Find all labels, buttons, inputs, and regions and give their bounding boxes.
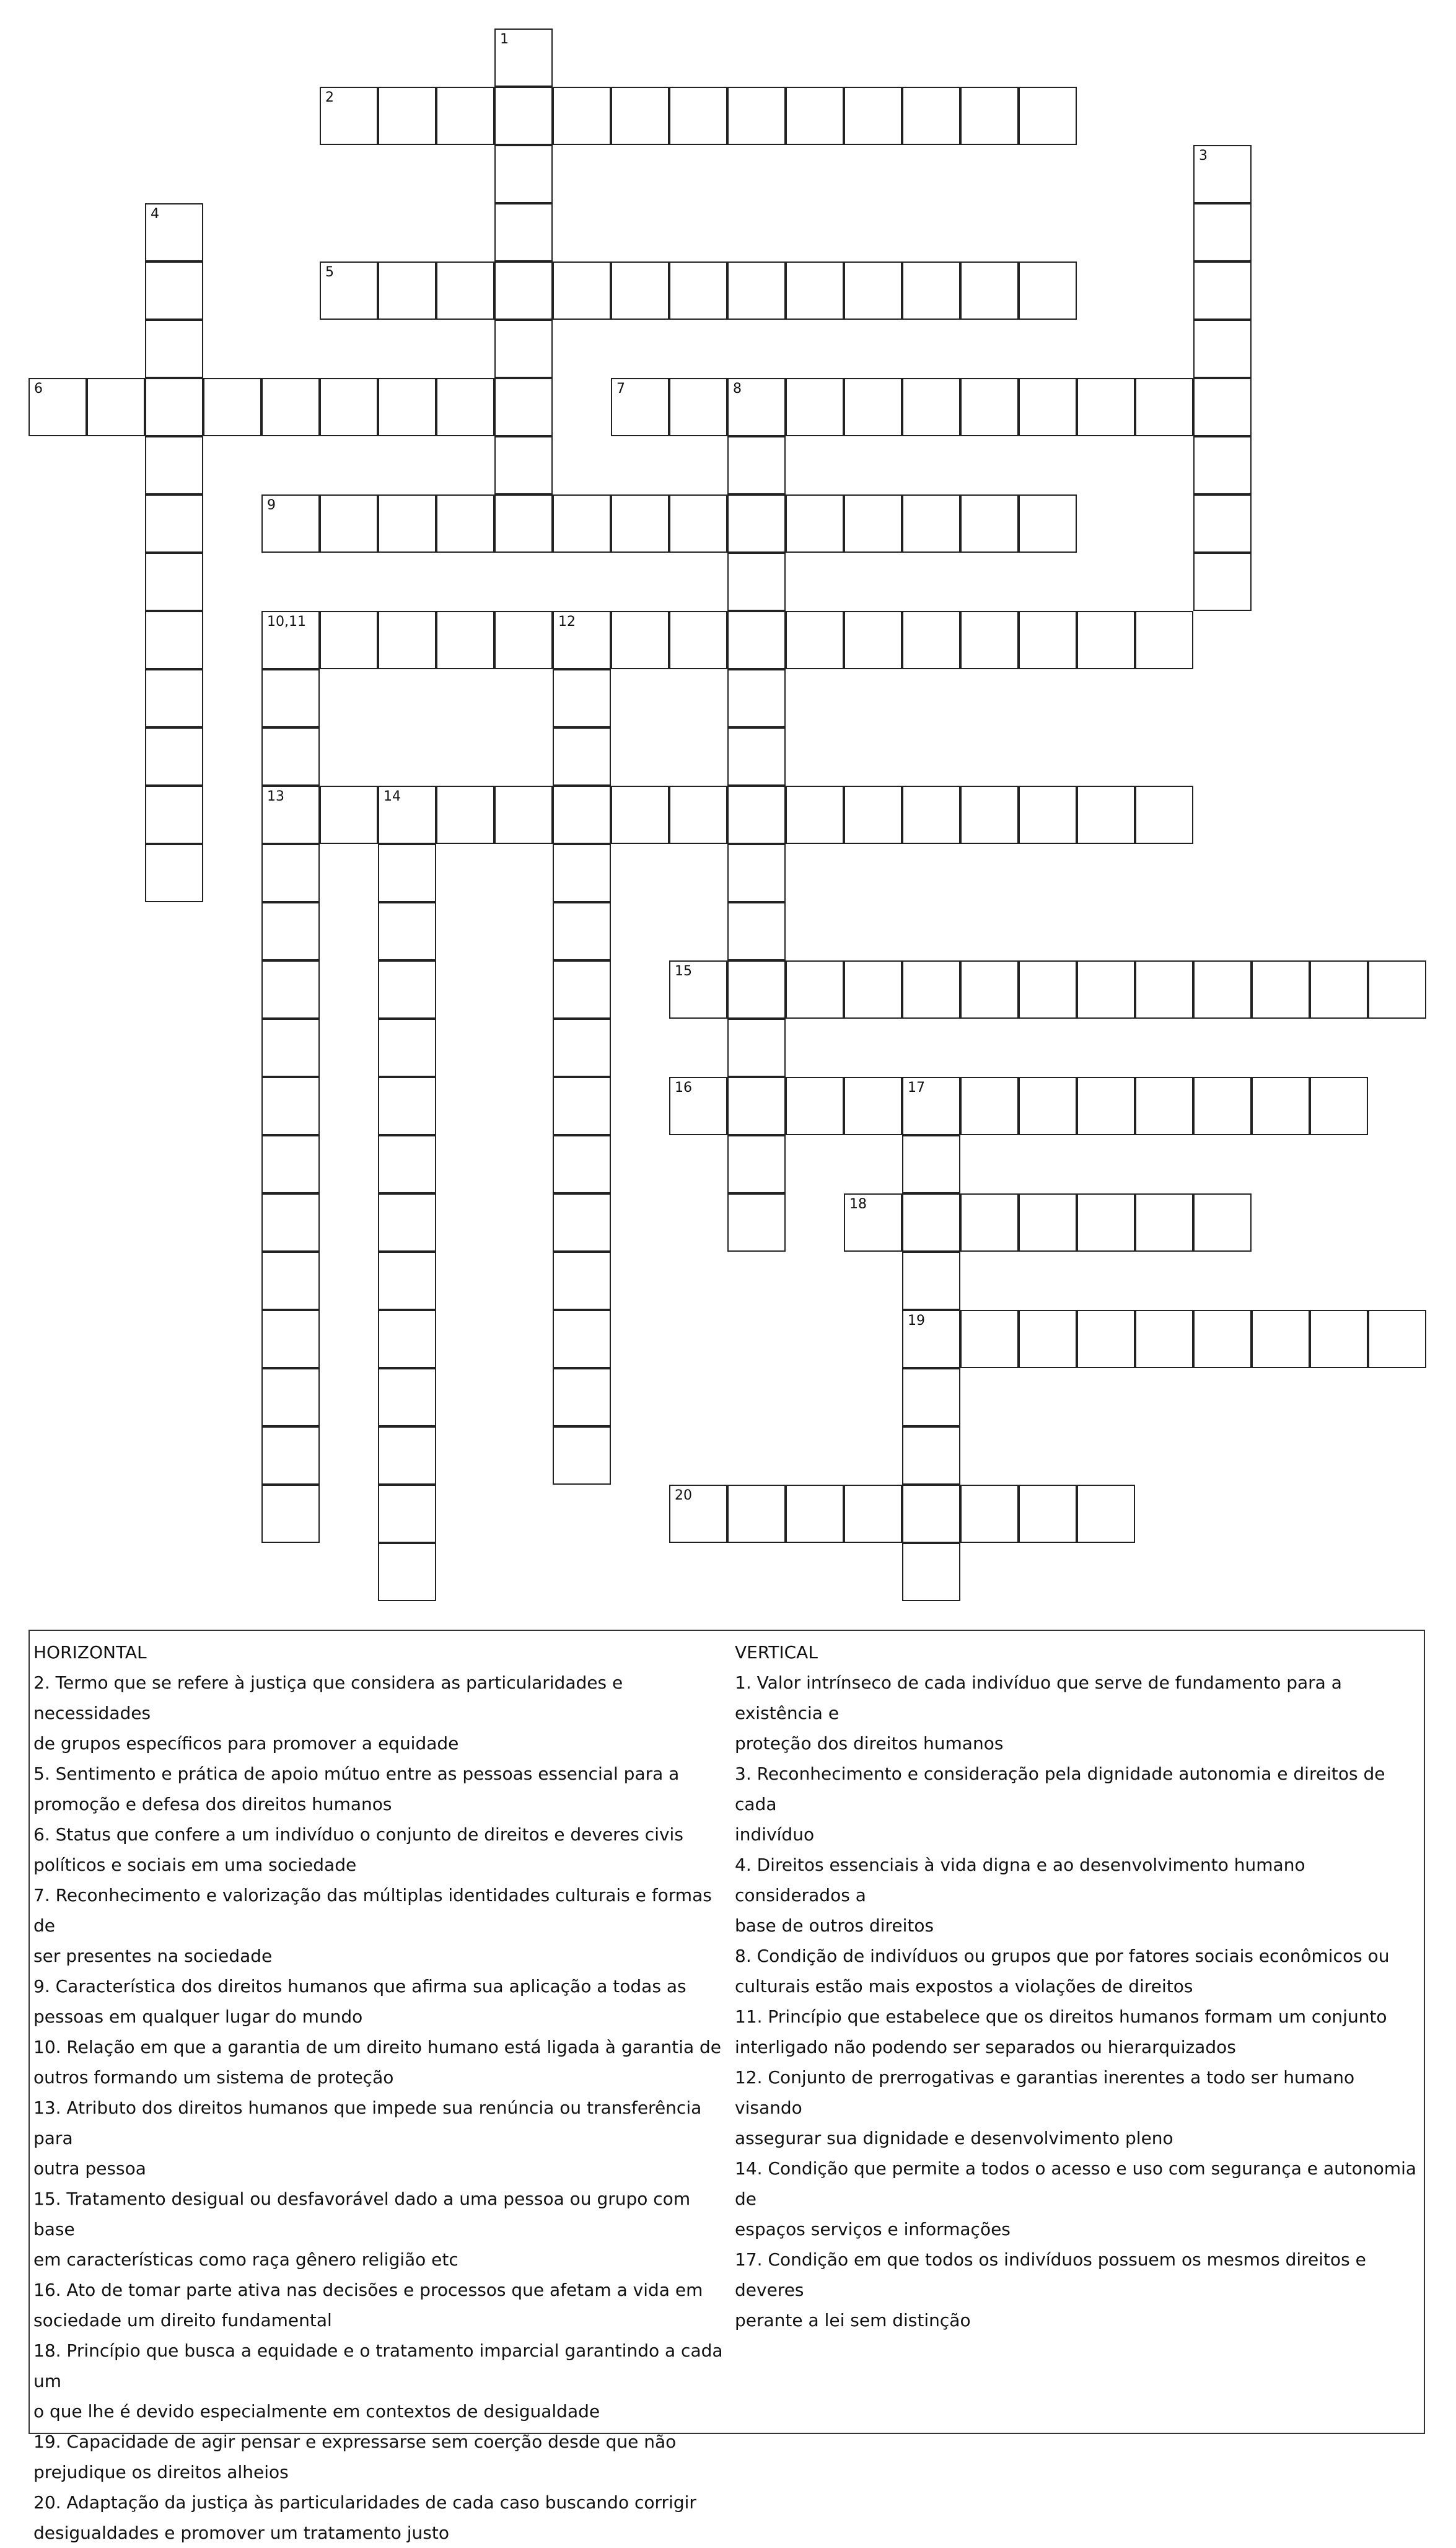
grid-cell[interactable] [261,786,320,844]
grid-cell[interactable] [261,1252,320,1310]
grid-cell[interactable] [902,494,960,553]
clue-14: 14. Condição que permite a todos o acesso e uso com segurança e autonomia de espaços serviços e informações [735,2158,1417,2239]
grid-cell[interactable] [494,145,553,203]
grid-cell[interactable] [902,1252,960,1310]
grid-cell[interactable] [960,87,1019,145]
clue-number: 12 [558,614,576,630]
grid-cell[interactable] [378,494,436,553]
clue-9: 9. Característica dos direitos humanos que afirma sua aplicação a todas as pessoas em qualquer lugar do mundo [33,1976,686,2027]
grid-cell[interactable] [378,1077,436,1135]
grid-cell[interactable] [727,902,786,960]
grid-cell[interactable] [669,87,727,145]
vertical-heading: VERTICAL [735,1642,818,1663]
grid-cell[interactable] [1193,1193,1252,1252]
grid-cell[interactable] [844,1485,902,1543]
grid-cell[interactable] [960,1485,1019,1543]
grid-cell[interactable] [902,378,960,436]
grid-cell[interactable] [145,320,203,378]
clue-number: 6 [34,381,43,397]
grid-cell[interactable] [1310,1310,1368,1368]
grid-cell[interactable] [1019,1310,1077,1368]
grid-cell[interactable] [320,611,378,669]
grid-cell[interactable] [378,844,436,902]
grid-cell[interactable] [145,786,203,844]
grid-cell[interactable] [145,553,203,611]
grid-cell[interactable] [902,611,960,669]
grid-cell[interactable] [960,1077,1019,1135]
grid-cell[interactable] [727,87,786,145]
clue-7: 7. Reconhecimento e valorização das múltiplas identidades culturais e formas de ser presentes na sociedade [33,1885,712,1966]
grid-cell[interactable] [727,1135,786,1193]
clue-number: 20 [675,1488,692,1503]
grid-cell[interactable] [145,494,203,553]
horizontal-clues [33,1637,727,2548]
grid-cell[interactable] [727,669,786,727]
grid-cell[interactable] [786,1077,844,1135]
grid-cell[interactable] [378,1426,436,1485]
grid-cell[interactable] [1193,145,1252,203]
grid-cell[interactable] [960,960,1019,1019]
grid-cell[interactable] [1193,1077,1252,1135]
grid-cell[interactable] [320,786,378,844]
grid-cell[interactable] [727,494,786,553]
grid-cell[interactable] [553,1135,611,1193]
grid-cell[interactable] [1193,261,1252,320]
grid-cell[interactable] [727,1077,786,1135]
grid-cell[interactable] [1077,1193,1135,1252]
grid-cell[interactable] [1019,1485,1077,1543]
grid-cell[interactable] [844,261,902,320]
grid-cell[interactable] [553,611,611,669]
clue-3: 3. Reconhecimento e consideração pela dignidade autonomia e direitos de cada indivíduo [735,1764,1385,1845]
grid-cell[interactable] [1368,960,1426,1019]
grid-cell[interactable] [378,1135,436,1193]
clue-8: 8. Condição de indivíduos ou grupos que por fatores sociais econômicos ou culturais estão mais expostos a violações de direitos [735,1946,1390,1997]
grid-cell[interactable] [1135,1193,1193,1252]
grid-cell[interactable] [611,261,669,320]
grid-cell[interactable] [960,786,1019,844]
grid-cell[interactable] [611,611,669,669]
clue-17: 17. Condição em que todos os indivíduos possuem os mesmos direitos e deveres perante a lei sem distinção [735,2249,1366,2331]
grid-cell[interactable] [320,378,378,436]
grid-cell[interactable] [553,786,611,844]
grid-cell[interactable] [727,727,786,786]
grid-cell[interactable] [727,611,786,669]
clue-number: 14 [384,789,401,804]
grid-cell[interactable] [145,378,203,436]
grid-cell[interactable] [1019,611,1077,669]
horizontal-heading: HORIZONTAL [33,1642,147,1663]
grid-cell[interactable] [960,1193,1019,1252]
grid-cell[interactable] [960,1310,1019,1368]
grid-cell[interactable] [553,844,611,902]
grid-cell[interactable] [145,203,203,261]
grid-cell[interactable] [145,844,203,902]
clue-11: 11. Princípio que estabelece que os direitos humanos formam um conjunto interligado não podendo ser separados ou hierarquizados [735,2006,1387,2057]
grid-cell[interactable] [494,261,553,320]
grid-cell[interactable] [436,786,494,844]
grid-cell[interactable] [436,494,494,553]
grid-cell[interactable] [494,494,553,553]
grid-cell[interactable] [436,87,494,145]
grid-cell[interactable] [378,1193,436,1252]
grid-cell[interactable] [1193,378,1252,436]
grid-cell[interactable] [553,902,611,960]
grid-cell[interactable] [1077,611,1135,669]
grid-cell[interactable] [1077,378,1135,436]
grid-cell[interactable] [1252,1077,1310,1135]
grid-cell[interactable] [378,1252,436,1310]
grid-cell[interactable] [1310,960,1368,1019]
grid-cell[interactable] [320,494,378,553]
grid-cell[interactable] [844,786,902,844]
grid-cell[interactable] [1368,1310,1426,1368]
clue-number: 10,11 [267,614,306,630]
grid-cell[interactable] [494,378,553,436]
clue-number: 17 [908,1080,925,1096]
grid-cell[interactable] [727,378,786,436]
grid-cell[interactable] [436,261,494,320]
grid-cell[interactable] [261,611,320,669]
grid-cell[interactable] [553,1019,611,1077]
grid-cell[interactable] [727,960,786,1019]
clue-number: 9 [267,498,276,513]
clue-number: 18 [849,1197,867,1212]
grid-cell[interactable] [1077,1485,1135,1543]
clue-number: 4 [151,206,159,222]
grid-cell[interactable] [378,1310,436,1368]
grid-cell[interactable] [727,261,786,320]
grid-cell[interactable] [1077,786,1135,844]
grid-cell[interactable] [1252,960,1310,1019]
grid-cell[interactable] [553,1193,611,1252]
grid-cell[interactable] [145,261,203,320]
grid-cell[interactable] [261,727,320,786]
grid-cell[interactable] [669,378,727,436]
grid-cell[interactable] [553,261,611,320]
grid-cell[interactable] [553,494,611,553]
grid-cell[interactable] [902,1135,960,1193]
grid-cell[interactable] [902,1485,960,1543]
grid-cell[interactable] [1193,203,1252,261]
grid-cell[interactable] [436,378,494,436]
grid-cell[interactable] [494,436,553,494]
grid-cell[interactable] [1135,960,1193,1019]
grid-cell[interactable] [727,786,786,844]
grid-cell[interactable] [553,727,611,786]
grid-cell[interactable] [378,1485,436,1543]
grid-cell[interactable] [378,87,436,145]
grid-cell[interactable] [261,669,320,727]
grid-cell[interactable] [1019,1077,1077,1135]
grid-cell[interactable] [553,1426,611,1485]
grid-cell[interactable] [320,261,378,320]
grid-cell[interactable] [494,29,553,87]
grid-cell[interactable] [786,87,844,145]
grid-cell[interactable] [378,1368,436,1426]
grid-cell[interactable] [844,1077,902,1135]
grid-cell[interactable] [960,494,1019,553]
clue-18: 18. Princípio que busca a equidade e o tratamento imparcial garantindo a cada um o que lhe é devido especialmente em contextos de desigualdade [33,2340,723,2422]
grid-cell[interactable] [727,436,786,494]
clue-number: 15 [675,964,692,979]
vertical-clues [735,1637,1419,2335]
grid-cell[interactable] [378,1019,436,1077]
grid-cell[interactable] [553,960,611,1019]
grid-cell[interactable] [902,1193,960,1252]
clues-box [29,1630,1425,2543]
grid-cell[interactable] [727,1019,786,1077]
grid-cell[interactable] [844,378,902,436]
clue-2: 2. Termo que se refere à justiça que considera as particularidades e necessidades de grupos específicos para promover a equidade [33,1672,623,1754]
clue-1: 1. Valor intrínseco de cada indivíduo que serve de fundamento para a existência e proteção dos direitos humanos [735,1672,1342,1754]
clue-number: 13 [267,789,284,804]
grid-cell[interactable] [494,611,553,669]
grid-cell[interactable] [1019,261,1077,320]
grid-cell[interactable] [786,378,844,436]
grid-cell[interactable] [786,611,844,669]
clue-number: 2 [325,90,334,105]
grid-cell[interactable] [87,378,145,436]
grid-cell[interactable] [436,611,494,669]
grid-cell[interactable] [611,494,669,553]
grid-cell[interactable] [902,960,960,1019]
grid-cell[interactable] [145,669,203,727]
grid-cell[interactable] [960,261,1019,320]
grid-cell[interactable] [494,786,553,844]
grid-cell[interactable] [203,378,261,436]
grid-cell[interactable] [786,494,844,553]
grid-cell[interactable] [261,960,320,1019]
grid-cell[interactable] [1135,786,1193,844]
grid-cell[interactable] [145,436,203,494]
clue-4: 4. Direitos essenciais à vida digna e ao desenvolvimento humano considerados a base de outros direitos [735,1855,1305,1936]
grid-cell[interactable] [1019,1193,1077,1252]
grid-cell[interactable] [1193,553,1252,611]
clue-5: 5. Sentimento e prática de apoio mútuo entre as pessoas essencial para a promoção e defesa dos direitos humanos [33,1764,680,1814]
grid-cell[interactable] [960,611,1019,669]
grid-cell[interactable] [611,378,669,436]
clue-number: 5 [325,265,334,280]
grid-cell[interactable] [1019,960,1077,1019]
grid-cell[interactable] [261,1135,320,1193]
grid-cell[interactable] [553,1368,611,1426]
clue-6: 6. Status que confere a um indivíduo o conjunto de direitos e deveres civis políticos e sociais em uma sociedade [33,1824,683,1875]
clue-16: 16. Ato de tomar parte ativa nas decisões e processos que afetam a vida em sociedade um direito fundamental [33,2280,703,2331]
clue-number: 3 [1199,148,1208,164]
grid-cell[interactable] [902,1426,960,1485]
grid-cell[interactable] [786,786,844,844]
grid-cell[interactable] [611,786,669,844]
grid-cell[interactable] [378,261,436,320]
clue-number: 8 [733,381,742,397]
grid-cell[interactable] [1077,1310,1135,1368]
grid-cell[interactable] [261,1310,320,1368]
grid-cell[interactable] [902,1077,960,1135]
grid-cell[interactable] [844,960,902,1019]
grid-cell[interactable] [786,960,844,1019]
grid-cell[interactable] [261,1368,320,1426]
grid-cell[interactable] [1193,494,1252,553]
grid-cell[interactable] [553,1310,611,1368]
grid-cell[interactable] [553,1252,611,1310]
grid-cell[interactable] [261,494,320,553]
clue-19: 19. Capacidade de agir pensar e expressarse sem coerção desde que não prejudique os direitos alheios [33,2432,677,2482]
grid-cell[interactable] [727,553,786,611]
grid-cell[interactable] [1135,378,1193,436]
grid-cell[interactable] [844,1193,902,1252]
grid-cell[interactable] [1193,320,1252,378]
grid-cell[interactable] [261,378,320,436]
clue-15: 15. Tratamento desigual ou desfavorável dado a uma pessoa ou grupo com base em características como raça gênero religião etc [33,2189,691,2270]
grid-cell[interactable] [844,611,902,669]
grid-cell[interactable] [1077,960,1135,1019]
grid-cell[interactable] [1193,1310,1252,1368]
grid-cell[interactable] [553,1077,611,1135]
clue-20: 20. Adaptação da justiça às particularidades de cada caso buscando corrigir desigualdades e promover um tratamento justo [33,2492,696,2543]
grid-cell[interactable] [1252,1310,1310,1368]
grid-cell[interactable] [960,378,1019,436]
grid-cell[interactable] [669,960,727,1019]
grid-cell[interactable] [378,960,436,1019]
clue-number: 16 [675,1080,692,1096]
grid-cell[interactable] [261,1077,320,1135]
grid-cell[interactable] [494,320,553,378]
grid-cell[interactable] [669,611,727,669]
grid-cell[interactable] [378,786,436,844]
grid-cell[interactable] [378,378,436,436]
grid-cell[interactable] [902,1368,960,1426]
grid-cell[interactable] [727,1485,786,1543]
grid-cell[interactable] [494,203,553,261]
grid-cell[interactable] [669,494,727,553]
grid-cell[interactable] [727,844,786,902]
grid-cell[interactable] [1135,1310,1193,1368]
grid-cell[interactable] [494,87,553,145]
grid-cell[interactable] [1135,611,1193,669]
grid-cell[interactable] [553,669,611,727]
grid-cell[interactable] [145,727,203,786]
grid-cell[interactable] [261,1193,320,1252]
grid-cell[interactable] [1193,960,1252,1019]
grid-cell[interactable] [1135,1077,1193,1135]
grid-cell[interactable] [669,1077,727,1135]
grid-cell[interactable] [378,1543,436,1601]
clue-number: 7 [616,381,625,397]
grid-cell[interactable] [1077,1077,1135,1135]
grid-cell[interactable] [378,611,436,669]
grid-cell[interactable] [261,1426,320,1485]
grid-cell[interactable] [261,844,320,902]
grid-cell[interactable] [1019,378,1077,436]
grid-cell[interactable] [261,1019,320,1077]
grid-cell[interactable] [727,1193,786,1252]
grid-cell[interactable] [902,261,960,320]
grid-cell[interactable] [902,1543,960,1601]
clue-10: 10. Relação em que a garantia de um direito humano está ligada à garantia de outros formando um sistema de proteção [33,2037,722,2088]
grid-cell[interactable] [669,786,727,844]
grid-cell[interactable] [1019,87,1077,145]
grid-cell[interactable] [611,87,669,145]
grid-cell[interactable] [1193,436,1252,494]
grid-cell[interactable] [902,87,960,145]
grid-cell[interactable] [145,611,203,669]
grid-cell[interactable] [1310,1077,1368,1135]
clue-13: 13. Atributo dos direitos humanos que impede sua renúncia ou transferência para outra pessoa [33,2098,702,2179]
grid-cell[interactable] [844,494,902,553]
grid-cell[interactable] [1019,494,1077,553]
grid-cell[interactable] [378,902,436,960]
clue-12: 12. Conjunto de prerrogativas e garantias inerentes a todo ser humano visando assegurar sua dignidade e desenvolvimento pleno [735,2067,1355,2148]
grid-cell[interactable] [786,1485,844,1543]
grid-cell[interactable] [786,261,844,320]
grid-cell[interactable] [902,786,960,844]
grid-cell[interactable] [669,1485,727,1543]
grid-cell[interactable] [553,87,611,145]
clue-number: 1 [500,32,509,47]
grid-cell[interactable] [844,87,902,145]
grid-cell[interactable] [29,378,87,436]
clue-number: 19 [908,1313,925,1329]
grid-cell[interactable] [320,87,378,145]
grid-cell[interactable] [669,261,727,320]
grid-cell[interactable] [902,1310,960,1368]
grid-cell[interactable] [1019,786,1077,844]
grid-cell[interactable] [261,902,320,960]
grid-cell[interactable] [261,1485,320,1543]
